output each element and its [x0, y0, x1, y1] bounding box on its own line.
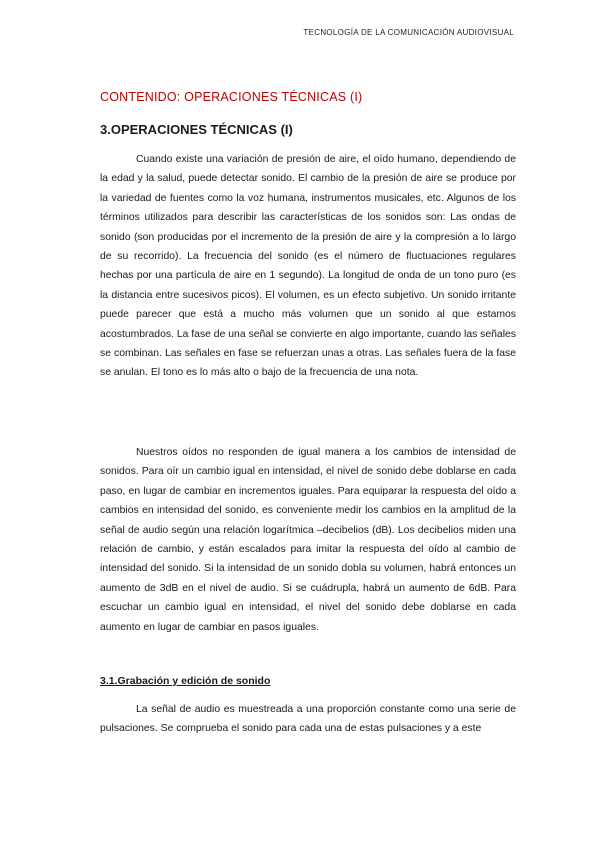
section-heading: 3.OPERACIONES TÉCNICAS (I) — [100, 122, 293, 137]
body-paragraph-3: La señal de audio es muestreada a una proporción constante como una serie de pulsaciones. Se comprueba el sonido para cada una de estas pulsaciones y a este — [100, 704, 516, 735]
body-paragraph-1: Cuando existe una variación de presión de aire, el oído humano, dependiendo de la edad y la salud, puede detectar sonido. El cambio de la presión de aire se produce por la variedad de fuentes como la voz humana, instrumentos musicales, etc. Algunos de los términos utilizados para describir las características de los sonidos son: Las ondas de sonido (son producidas por el incremento de la presión de aire y la compresión a lo largo de su recorrido). La frecuencia del sonido (es el número de fluctuaciones regulares hechas por una partícula de aire en 1 segundo). La longitud de onda de un tono puro (es la distancia entre sucesivos picos). El volumen, es un efecto subjetivo. Un sonido irritante puede parecer que está a mucho más volumen que un sonido al que estamos acostumbrados. La fase de una señal se convierte en algo importante, cuando las señales se combinan. Las señales en fase se refuerzan unas a otras. Las señales fuera de la fase se anulan. El tono es lo más alto o bajo de la frecuencia de una nota. — [100, 154, 516, 379]
subsection-heading: 3.1.Grabación y edición de sonido — [100, 675, 271, 687]
running-header: TECNOLOGÍA DE LA COMUNICACIÓN AUDIOVISUAL — [303, 28, 514, 37]
body-paragraph-2: Nuestros oídos no responden de igual manera a los cambios de intensidad de sonidos. Para oír un cambio igual en intensidad, el nivel de sonido debe doblarse en cada paso, en lugar de cambiar en incrementos iguales. Para equiparar la respuesta del oído a cambios en intensidad del sonido, es conveniente medir los cambios en la amplitud de la señal de audio según una relación logarítmica –decibelios (dB). Los decibelios miden una relación de cambio, y están escalados para imitar la respuesta del oído al cambio de intensidad del sonido. Si la intensidad de un sonido dobla su volumen, habrá entonces un aumento de 3dB en el nivel de audio. Si se cuádrupla, habrá un aumento de 6dB. Para escuchar un cambio igual en intensidad, el nivel del sonido debe doblarse en cada aumento en lugar de cambiar en pasos iguales. — [100, 447, 516, 633]
content-title: CONTENIDO: OPERACIONES TÉCNICAS (I) — [100, 90, 363, 104]
